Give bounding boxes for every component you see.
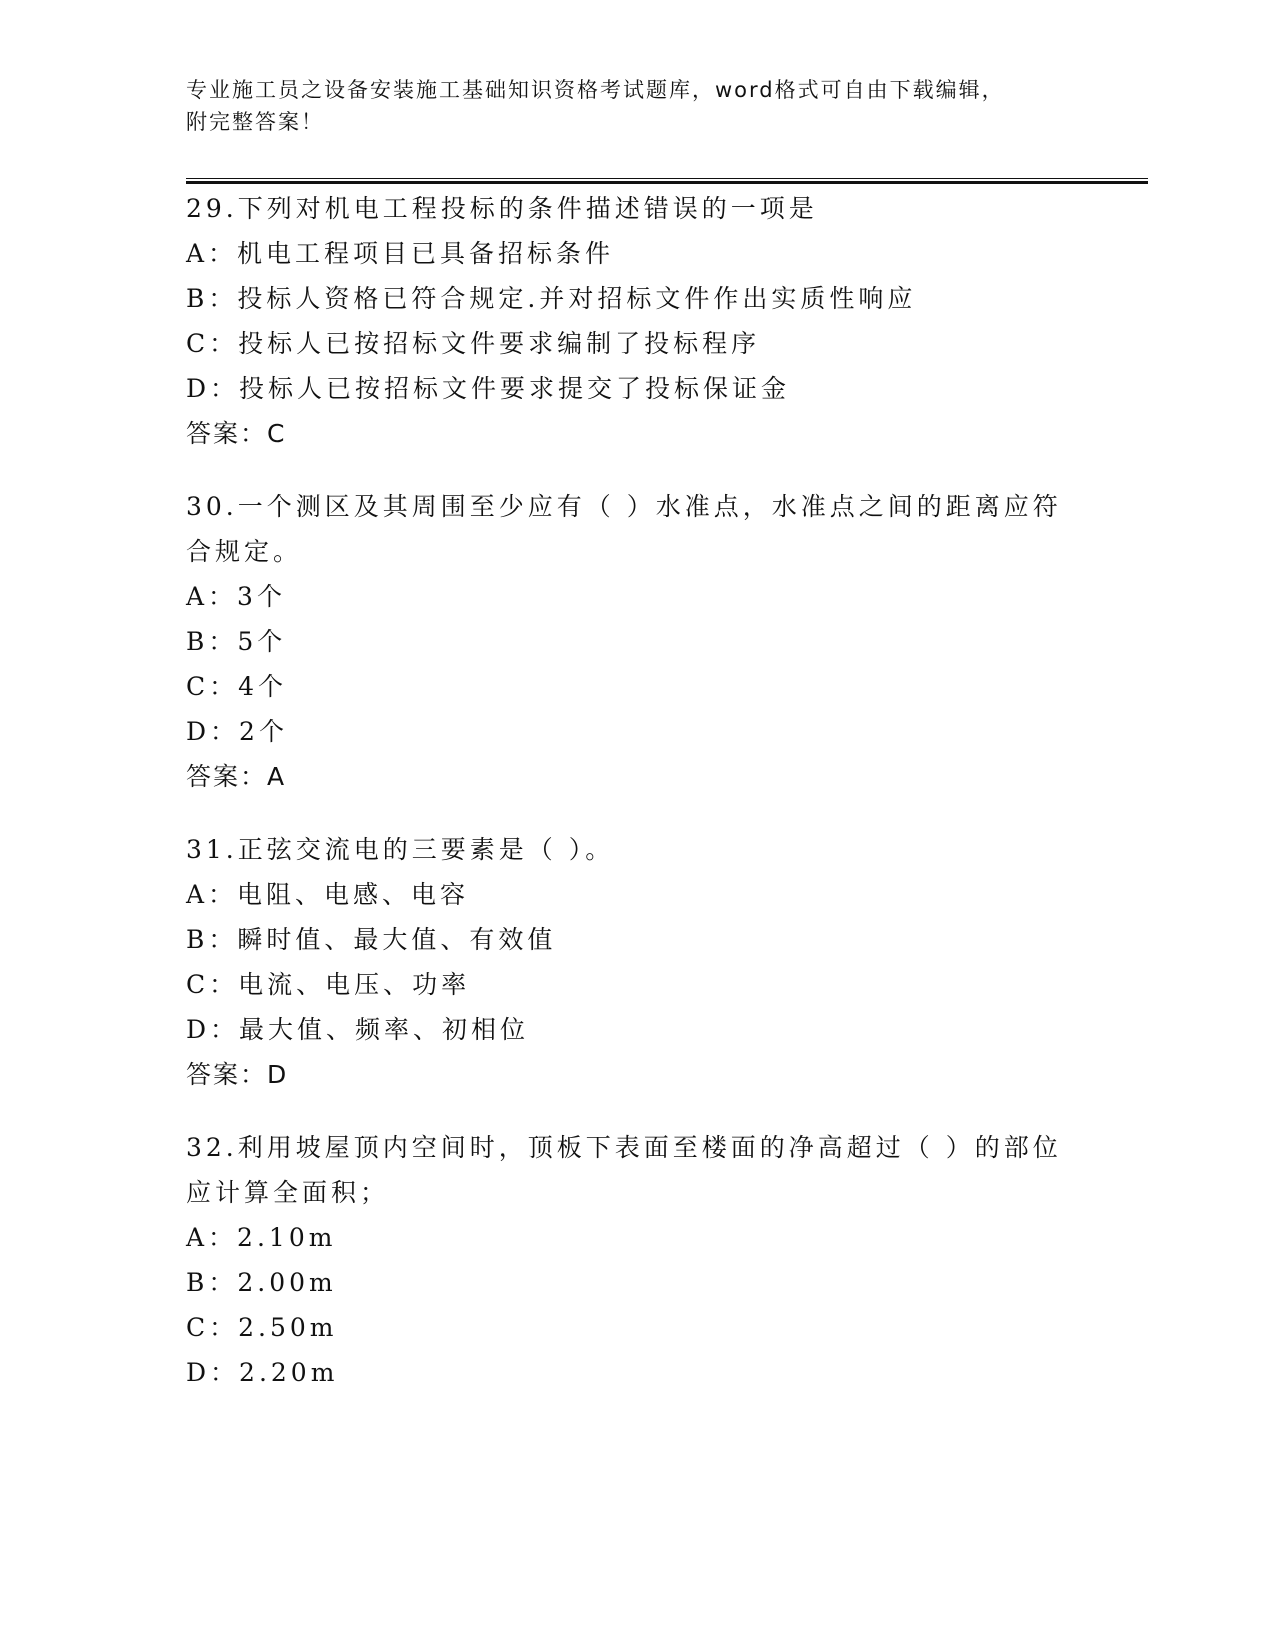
option-d: D：2.20m	[186, 1358, 339, 1387]
option-a: A：机电工程项目已具备招标条件	[186, 239, 615, 268]
option-c: C：4个	[186, 672, 288, 701]
option-c: C：投标人已按招标文件要求编制了投标程序	[186, 329, 761, 358]
answer-line: 答案：C	[186, 419, 287, 448]
question-31	[186, 827, 1146, 1097]
option-b: B：投标人资格已符合规定.并对招标文件作出实质性响应	[186, 284, 917, 313]
question-stem: 31.正弦交流电的三要素是（ ）。	[186, 835, 615, 864]
document-header	[186, 74, 1066, 138]
option-a: A：电阻、电感、电容	[186, 880, 470, 909]
option-d: D：最大值、频率、初相位	[186, 1015, 530, 1044]
option-b: B：5个	[186, 627, 287, 656]
question-list	[186, 186, 1146, 1423]
option-b: B：2.00m	[186, 1268, 337, 1297]
option-b: B：瞬时值、最大值、有效值	[186, 925, 557, 954]
header-divider-thick	[186, 181, 1148, 184]
option-d: D：投标人已按招标文件要求提交了投标保证金	[186, 374, 791, 403]
option-a: A：3个	[186, 582, 286, 611]
header-line-1: 专业施工员之设备安装施工基础知识资格考试题库，word格式可自由下载编辑，	[186, 78, 1005, 102]
question-stem: 30.一个测区及其周围至少应有（ ）水准点，水准点之间的距离应符合规定。	[186, 492, 1062, 566]
question-stem: 32.利用坡屋顶内空间时，顶板下表面至楼面的净高超过（ ）的部位应计算全面积；	[186, 1133, 1062, 1207]
option-a: A：2.10m	[186, 1223, 337, 1252]
answer-line: 答案：A	[186, 762, 287, 791]
header-line-2: 附完整答案！	[186, 110, 324, 134]
option-c: C：电流、电压、功率	[186, 970, 471, 999]
answer-line: 答案：D	[186, 1060, 289, 1089]
question-30	[186, 484, 1146, 799]
option-d: D：2个	[186, 717, 288, 746]
question-stem: 29.下列对机电工程投标的条件描述错误的一项是	[186, 194, 818, 223]
question-29	[186, 186, 1146, 456]
header-divider-thin	[186, 178, 1148, 179]
option-c: C：2.50m	[186, 1313, 338, 1342]
question-32	[186, 1125, 1146, 1395]
